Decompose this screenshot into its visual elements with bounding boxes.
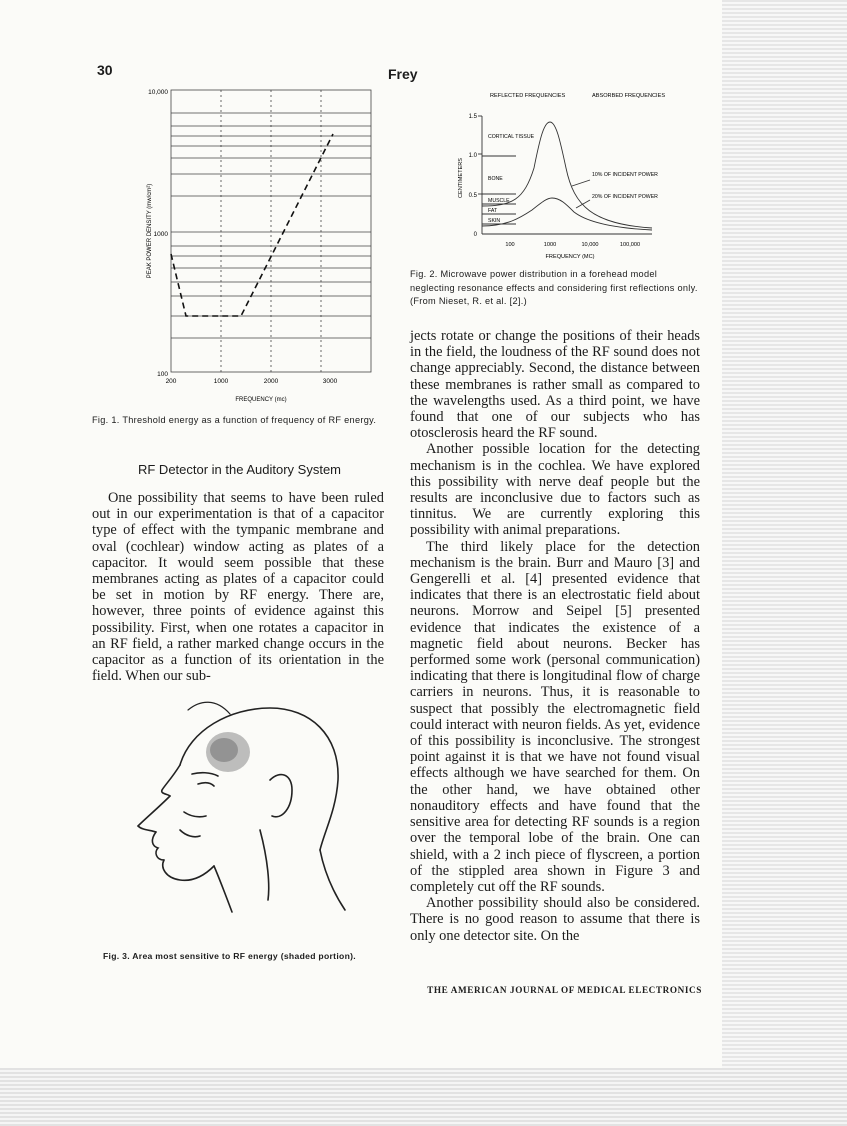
layer-fat: FAT	[488, 208, 498, 214]
layer-skin: SKIN	[488, 218, 501, 224]
y-tick-1-0: 1.0	[468, 153, 477, 159]
running-head: Frey	[388, 66, 418, 82]
x-tick-2000: 2000	[263, 378, 279, 385]
x-tick-3000: 3000	[322, 378, 338, 385]
y-tick-10000: 10,000	[148, 89, 168, 96]
curve-label-20: 20% OF INCIDENT POWER	[592, 194, 658, 200]
layer-cortical: CORTICAL TISSUE	[488, 134, 535, 140]
paragraph: jects rotate or change the positions of their heads in the field, the loudness of the RF sound does not change appreciably. Second, the distance between these membranes is rather small as compared to the wavelengths used. As a third point, we have found that one of our subjects who has otosclerosis heard the RF sound.	[410, 328, 700, 442]
figure-1-threshold-graph	[138, 86, 400, 416]
paragraph: Another possibility should also be considered. There is no good reason to assume that there is only one detector site. On the	[410, 895, 700, 944]
journal-footer: THE AMERICAN JOURNAL OF MEDICAL ELECTRONICS	[427, 985, 702, 995]
y-tick-0-5: 0.5	[468, 193, 477, 199]
scan-edge-margin	[722, 0, 847, 1126]
figure-3-caption: Fig. 3. Area most sensitive to RF energy (shaded portion).	[103, 951, 356, 961]
x-axis-label: FREQUENCY (MC)	[545, 254, 595, 260]
figure-2-caption: Fig. 2. Microwave power distribution in a forehead model neglecting resonance effects and considering first reflections only. (From Nieset, R. et al. [2].)	[410, 269, 698, 306]
paragraph: One possibility that seems to have been ruled out in our experimentation is that of a capacitor type of effect with the tympanic membrane and oval (cochlear) window acting as plates of a capacitor. It would seem possible that these membranes acting as plates of a capacitor could be set in motion by RF energy. There are, however, three points of evidence against this possibility. First, when one rotates a capacitor in an RF field, a rather marked change occurs in the capacitor as a function of its orientation in the field. When our sub-	[92, 490, 384, 685]
column-right-text	[410, 328, 700, 944]
x-tick-100000: 100,000	[619, 242, 641, 248]
scan-bottom-margin	[0, 1068, 847, 1126]
curve-label-10: 10% OF INCIDENT POWER	[592, 172, 658, 178]
absorbed-label: ABSORBED FREQUENCIES	[592, 93, 666, 99]
section-heading: RF Detector in the Auditory System	[137, 462, 342, 477]
figure-3-head-drawing	[120, 690, 390, 940]
page-number: 30	[97, 62, 113, 78]
x-tick-1000: 1000	[213, 378, 229, 385]
reflected-label: REFLECTED FREQUENCIES	[490, 93, 566, 99]
x-tick-200: 200	[165, 378, 177, 385]
layer-muscle: MUSCLE	[488, 198, 510, 204]
y-tick-1-5: 1.5	[468, 114, 477, 120]
y-axis-label: PEAK POWER DENSITY (mw/cm²)	[147, 183, 153, 279]
x-tick-10000: 10,000	[581, 242, 599, 248]
layer-bone: BONE	[488, 176, 503, 182]
x-tick-100: 100	[505, 242, 515, 248]
x-axis-label: FREQUENCY (mc)	[235, 397, 287, 403]
figure-2-power-distribution	[452, 88, 692, 266]
x-tick-1000: 1000	[543, 242, 557, 248]
column-left-text	[92, 490, 384, 684]
y-tick-0: 0	[473, 232, 477, 238]
figure-1-caption: Fig. 1. Threshold energy as a function of frequency of RF energy.	[92, 415, 377, 425]
paragraph: Another possible location for the detecting mechanism is in the cochlea. We have explored this possibility with nerve deaf people but the results are inconclusive due to factors such as tinnitus. We are currently exploring this possibility with animal preparations.	[410, 441, 700, 539]
paragraph: The third likely place for the detection mechanism is the brain. Burr and Mauro [3] and Gengerelli et al. [4] presented evidence that indicates that there is an electrostatic field about neurons. Morrow and Seipel [5] presented evidence that indicates the existence of a magnetic field about neurons. Becker has performed some work (personal communication) indicating that there is longitudinal flow of charge carriers in neurons. Thus, it is reasonable to suspect that possibly the electromagnetic field could interact with neuron fields. As yet, evidence of this possibility is inconclusive. The strongest point against it is that we have not found visual effects although we have searched for them. On the other hand, we have obtained other nonauditory effects and have found that the sensitive area for detecting RF sounds is a region over the temporal lobe of the brain. One can shield, with a 2 inch piece of flyscreen, a portion of the stippled area shown in Figure 3 and completely cut off the RF sounds.	[410, 538, 700, 895]
y-tick-1000: 1000	[153, 231, 168, 238]
y-axis-label: CENTIMETERS	[458, 157, 464, 199]
y-tick-100: 100	[157, 371, 168, 378]
